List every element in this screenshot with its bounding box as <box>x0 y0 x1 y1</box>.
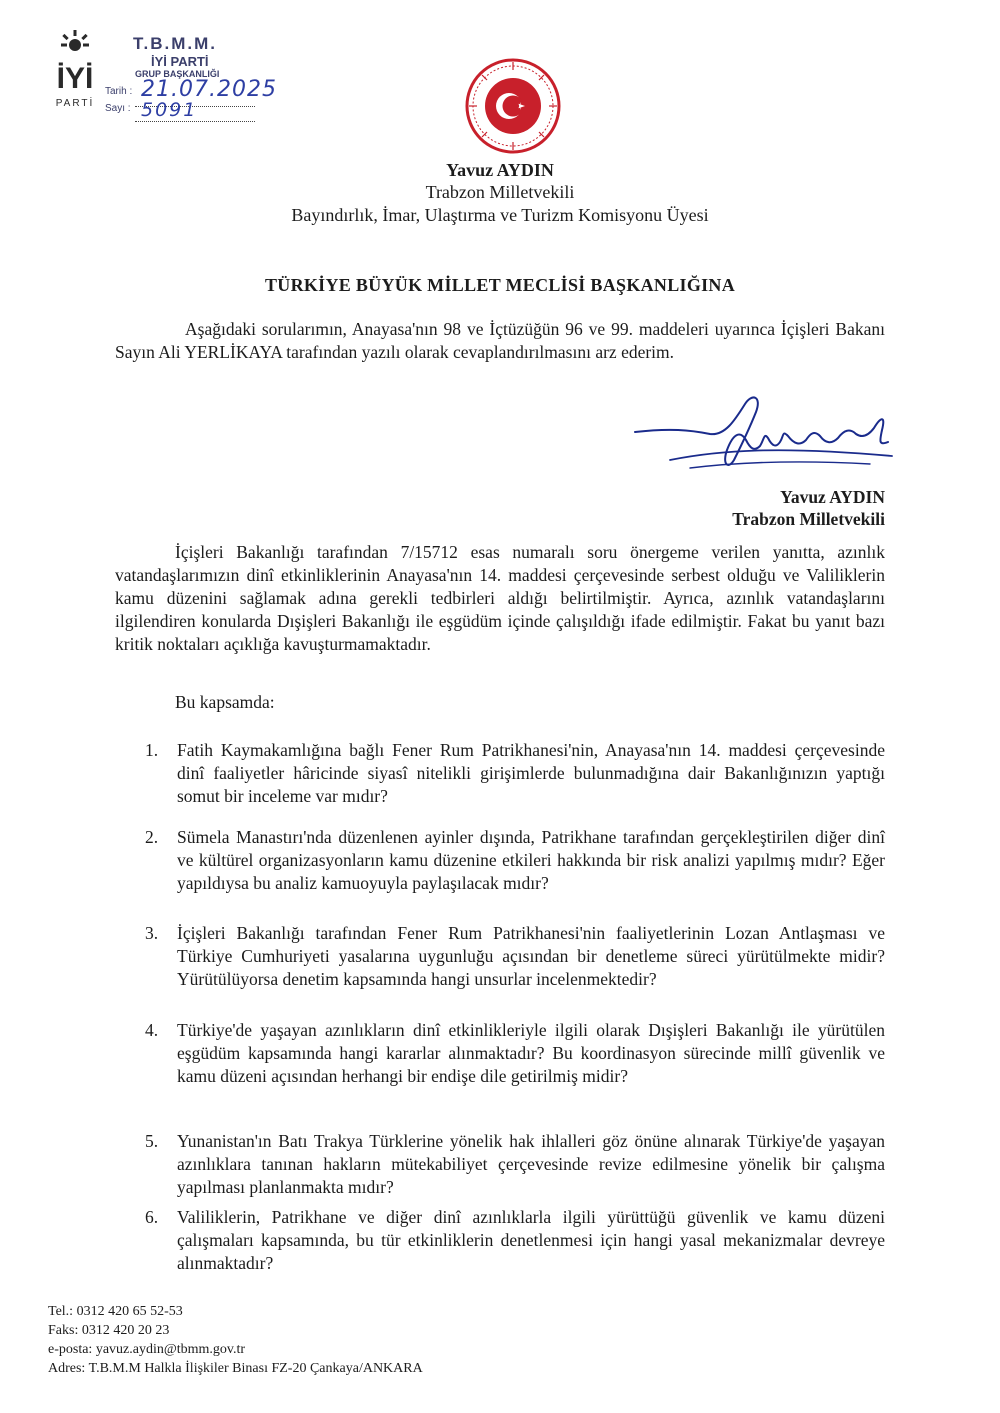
question-text: İçişleri Bakanlığı tarafından Fener Rum Patrikhanesi'nin faaliyetlerinin Lozan Antlaşması ve Türkiye Cumhuriyeti yasalarına uygunluğu açısından bir denetleme süreci yürütülmekte midir? Yürütülüyorsa denetim kapsamında hangi unsurlar incelenmektedir? <box>177 923 885 989</box>
tbmm-seal <box>465 58 561 154</box>
question-number: 6. <box>145 1207 159 1227</box>
question-number: 1. <box>145 740 159 760</box>
question-text: Valiliklerin, Patrikhane ve diğer dinî azınlıklarla ilgili yürüttüğü güvenlik ve kamu düzeni çalışmaları kapsamında, bu tür etkinliklerin denetlenmesi için hangi yasal mekanizmalar devreye alınmaktadır? <box>177 1207 885 1273</box>
question-number: 3. <box>145 923 159 943</box>
stamp-party: İYİ PARTİ <box>151 54 209 69</box>
registry-stamp <box>105 34 305 124</box>
iyi-party-logo <box>44 30 106 110</box>
stamp-number-label: Sayı : <box>105 103 131 114</box>
logo-subtext: PARTİ <box>55 98 95 109</box>
footer-fax: Faks: 0312 420 20 23 <box>48 1323 170 1338</box>
signature-name: Yavuz AYDIN <box>780 487 885 507</box>
question-text: Yunanistan'ın Batı Trakya Türklerine yönelik hak ihlalleri göz önüne alınarak Türkiye'de yaşayan azınlıklara tanınan hakların mütekabiliyet çerçevesinde revize edilmesine yönelik bir çalışma yapılması planlanmakta mıdır? <box>177 1131 885 1197</box>
stamp-number-value: 5091 <box>141 99 198 121</box>
logo-wordmark: İYİ <box>56 62 94 95</box>
footer-address: Adres: T.B.M.M Halkla İlişkiler Binası FZ-20 Çankaya/ANKARA <box>48 1361 423 1376</box>
sender-name: Yavuz AYDIN <box>446 160 554 180</box>
question-number: 5. <box>145 1131 159 1151</box>
scope-line: Bu kapsamda: <box>175 692 275 712</box>
signature-province: Trabzon Milletvekili <box>732 509 885 529</box>
footer-email[interactable]: e-posta: yavuz.aydin@tbmm.gov.tr <box>48 1342 246 1357</box>
stamp-group: GRUP BAŞKANLIĞI <box>135 69 220 79</box>
intro-paragraph: Aşağıdaki sorularımın, Anayasa'nın 98 ve İçtüzüğün 96 ve 99. maddeleri uyarınca İçişleri Bakanı Sayın Ali YERLİKAYA tarafından yazılı olarak cevaplandırılmasını arz ederim. <box>115 319 885 362</box>
body-paragraph: İçişleri Bakanlığı tarafından 7/15712 esas numaralı soru önergeme verilen yanıtta, azınlık vatandaşlarımızın dinî etkinliklerinin Anayasa'nın 14. maddesi çerçevesinde serbest olduğu ve Valiliklerin kamu düzenini sağlamak adına gerekli tedbirleri aldığı belirtilmiştir. Ayrıca, azınlık vatandaşlarını ilgilendiren konularda Dışişleri Bakanlığı ile eşgüdüm içinde çalışıldığı ifade edilmiştir. Fakat bu yanıt bazı kritik noktaları açıklığa kavuşturmamaktadır. <box>115 542 885 654</box>
stamp-date-value: 21.07.2025 <box>141 77 277 102</box>
question-number: 4. <box>145 1020 159 1040</box>
question-number: 2. <box>145 827 159 847</box>
handwritten-signature <box>630 390 900 480</box>
addressee-heading: TÜRKİYE BÜYÜK MİLLET MECLİSİ BAŞKANLIĞINA <box>264 275 736 295</box>
question-text: Fatih Kaymakamlığına bağlı Fener Rum Patrikhanesi'nin, Anayasa'nın 14. maddesi çerçevesinde dinî faaliyetler hâricinde siyasî nitelikli girişimlerde bulunmadığına dair Bakanlığınızın yaptığı somut bir inceleme var mıdır? <box>177 740 885 806</box>
question-text: Sümela Manastırı'nda düzenlenen ayinler dışında, Patrikhane tarafından gerçekleştirilen diğer dinî ve kültürel organizasyonların kamu düzenine etkileri hakkında bir risk analizi yapılmış mıdır? Eğer yapıldıysa bu analiz kamuoyuyla paylaşılacak mıdır? <box>177 827 885 893</box>
sender-province: Trabzon Milletvekili <box>425 182 575 202</box>
stamp-date-label: Tarih : <box>105 86 133 97</box>
stamp-title: T.B.M.M. <box>133 34 217 53</box>
question-text: Türkiye'de yaşayan azınlıkların dinî etkinlikleriyle ilgili olarak Dışişleri Bakanlığı ile yürütülen eşgüdüm kapsamında hangi kararlar alınmaktadır? Bu koordinasyon sürecinde millî güvenlik ve kamu düzeni açısından herhangi bir endişe dile getirilmiş midir? <box>177 1020 885 1086</box>
stamp-number-line <box>135 121 255 122</box>
sender-committee: Bayındırlık, İmar, Ulaştırma ve Turizm Komisyonu Üyesi <box>291 205 709 225</box>
footer-phone: Tel.: 0312 420 65 52-53 <box>48 1304 183 1319</box>
